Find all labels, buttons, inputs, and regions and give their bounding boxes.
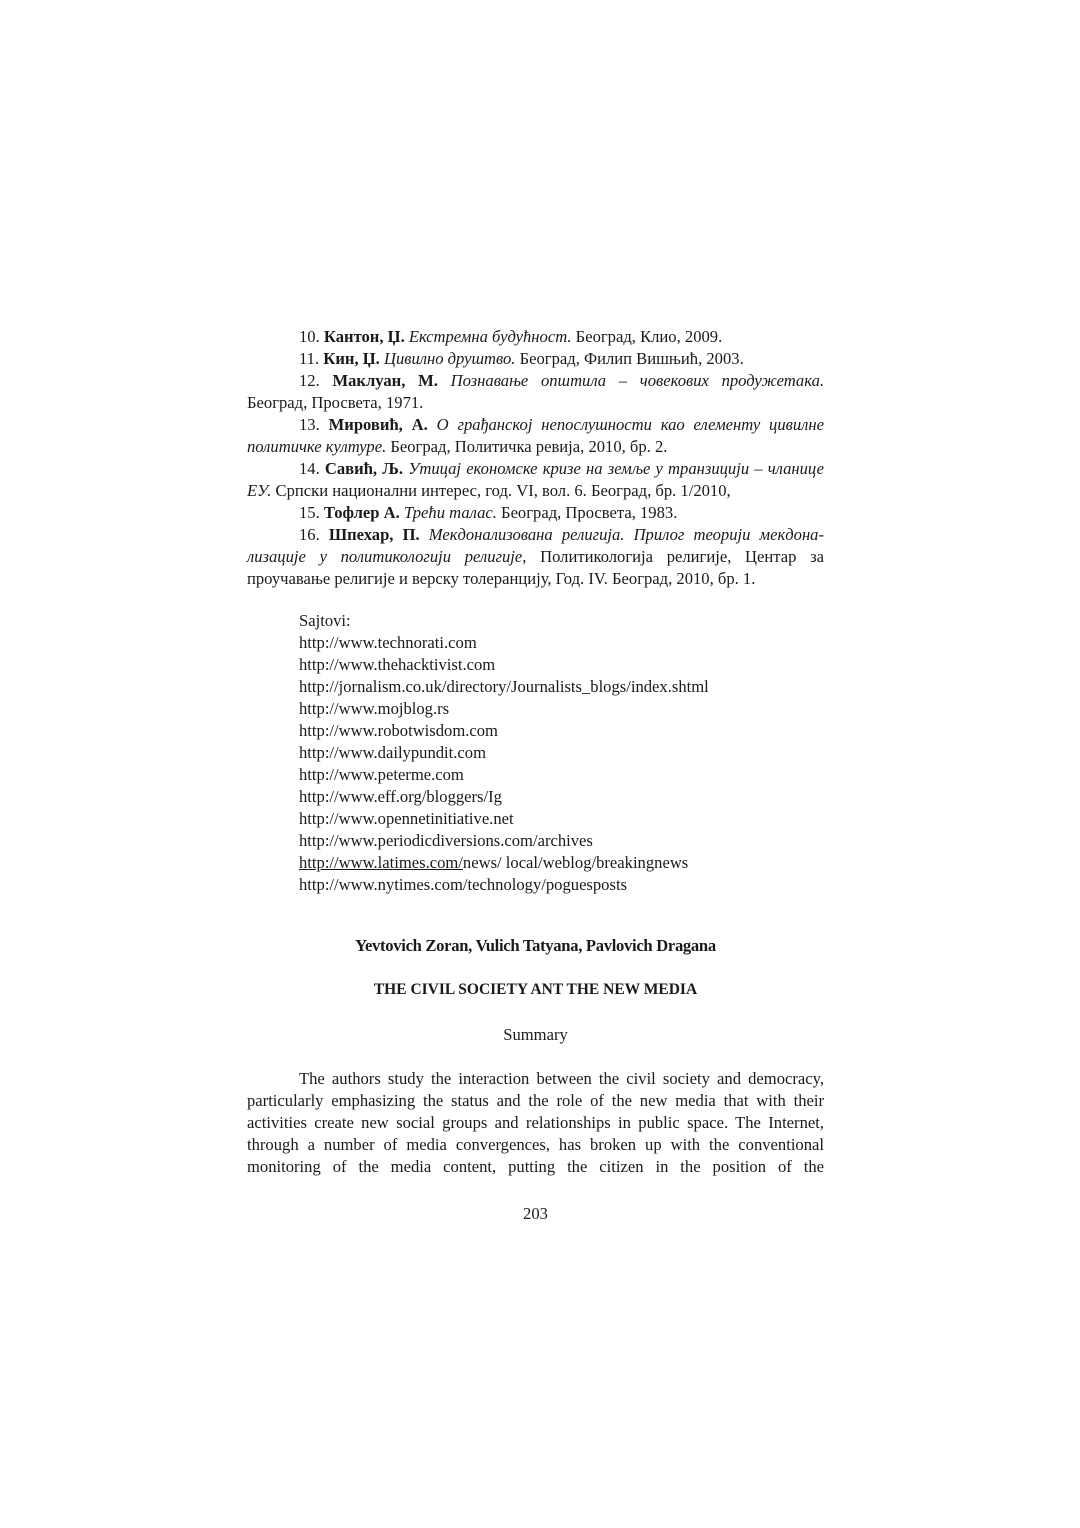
- website-link[interactable]: http://www.nytimes.com/technology/poguesposts: [299, 875, 628, 894]
- website-link[interactable]: http://www.peterme.com: [299, 765, 464, 784]
- reference-item: 13. Мировић, А. О грађанској непослушности као елементу цивилне политичке културе. Београд, Политичка ревија, 2010, бр. 2.: [247, 415, 824, 456]
- website-link[interactable]: http://www.robotwisdom.com: [299, 721, 498, 740]
- authors-line: Yevtovich Zoran, Vulich Tatyana, Pavlovich Dragana: [355, 936, 716, 955]
- summary-heading: Summary: [503, 1025, 568, 1044]
- website-link-latimes[interactable]: http://www.latimes.com/news/ local/weblog/breakingnews: [299, 853, 689, 872]
- references-list: [247, 326, 824, 590]
- article-title: THE CIVIL SOCIETY ANT THE NEW MEDIA: [373, 981, 698, 998]
- website-link[interactable]: http://www.periodicdiversions.com/archives: [299, 831, 593, 850]
- page-number: 203: [523, 1204, 548, 1223]
- website-link[interactable]: http://www.thehacktivist.com: [299, 655, 496, 674]
- website-link[interactable]: http://www.technorati.com: [299, 633, 477, 652]
- reference-item: 11. Кин, Џ. Цивилно друштво. Београд, Филип Вишњић, 2003.: [299, 349, 744, 368]
- reference-item: 15. Тофлер А. Трећи талас. Београд, Просвета, 1983.: [299, 503, 678, 522]
- websites-list: [299, 610, 859, 896]
- website-link[interactable]: http://www.eff.org/bloggers/Ig: [299, 787, 502, 806]
- summary-paragraph: The authors study the interaction between the civil society and democracy, particularly emphasizing the status and the role of the new media that with their activities create new social groups and relationships in public space. The Internet, through a number of media convergences, has broken up with the conventional monitoring of the media content, putting the citizen in the position of the: [247, 1069, 824, 1176]
- reference-item: 10. Кантон, Џ. Екстремна будућност. Београд, Клио, 2009.: [299, 327, 723, 346]
- reference-item: 14. Савић, Љ. Утицај економске кризе на земље у транзицији – чланице ЕУ. Српски национални интерес, год. VI, вол. 6. Београд, бр. 1/2010,: [247, 459, 824, 500]
- website-link[interactable]: http://www.mojblog.rs: [299, 699, 450, 718]
- reference-item: 12. Маклуан, М. Познавање општила – човекових продужетака. Београд, Просвета, 1971.: [247, 371, 825, 412]
- latimes-hyperlink[interactable]: http://www.latimes.com/: [299, 853, 463, 872]
- reference-item: 16. Шпехар, П. Мекдонализована религија. Прилог теорији мекдона-лизације у политикологији религије, Политикологија религије, Центар за проучавање религије и верску толеранцију, Год. IV. Београд, 2010, бр. 1.: [247, 525, 825, 588]
- websites-heading: Sajtovi:: [299, 611, 351, 630]
- website-link[interactable]: http://jornalism.co.uk/directory/Journalists_blogs/index.shtml: [299, 677, 709, 696]
- website-link[interactable]: http://www.dailypundit.com: [299, 743, 486, 762]
- summary-body: [247, 1068, 824, 1178]
- website-link[interactable]: http://www.opennetinitiative.net: [299, 809, 514, 828]
